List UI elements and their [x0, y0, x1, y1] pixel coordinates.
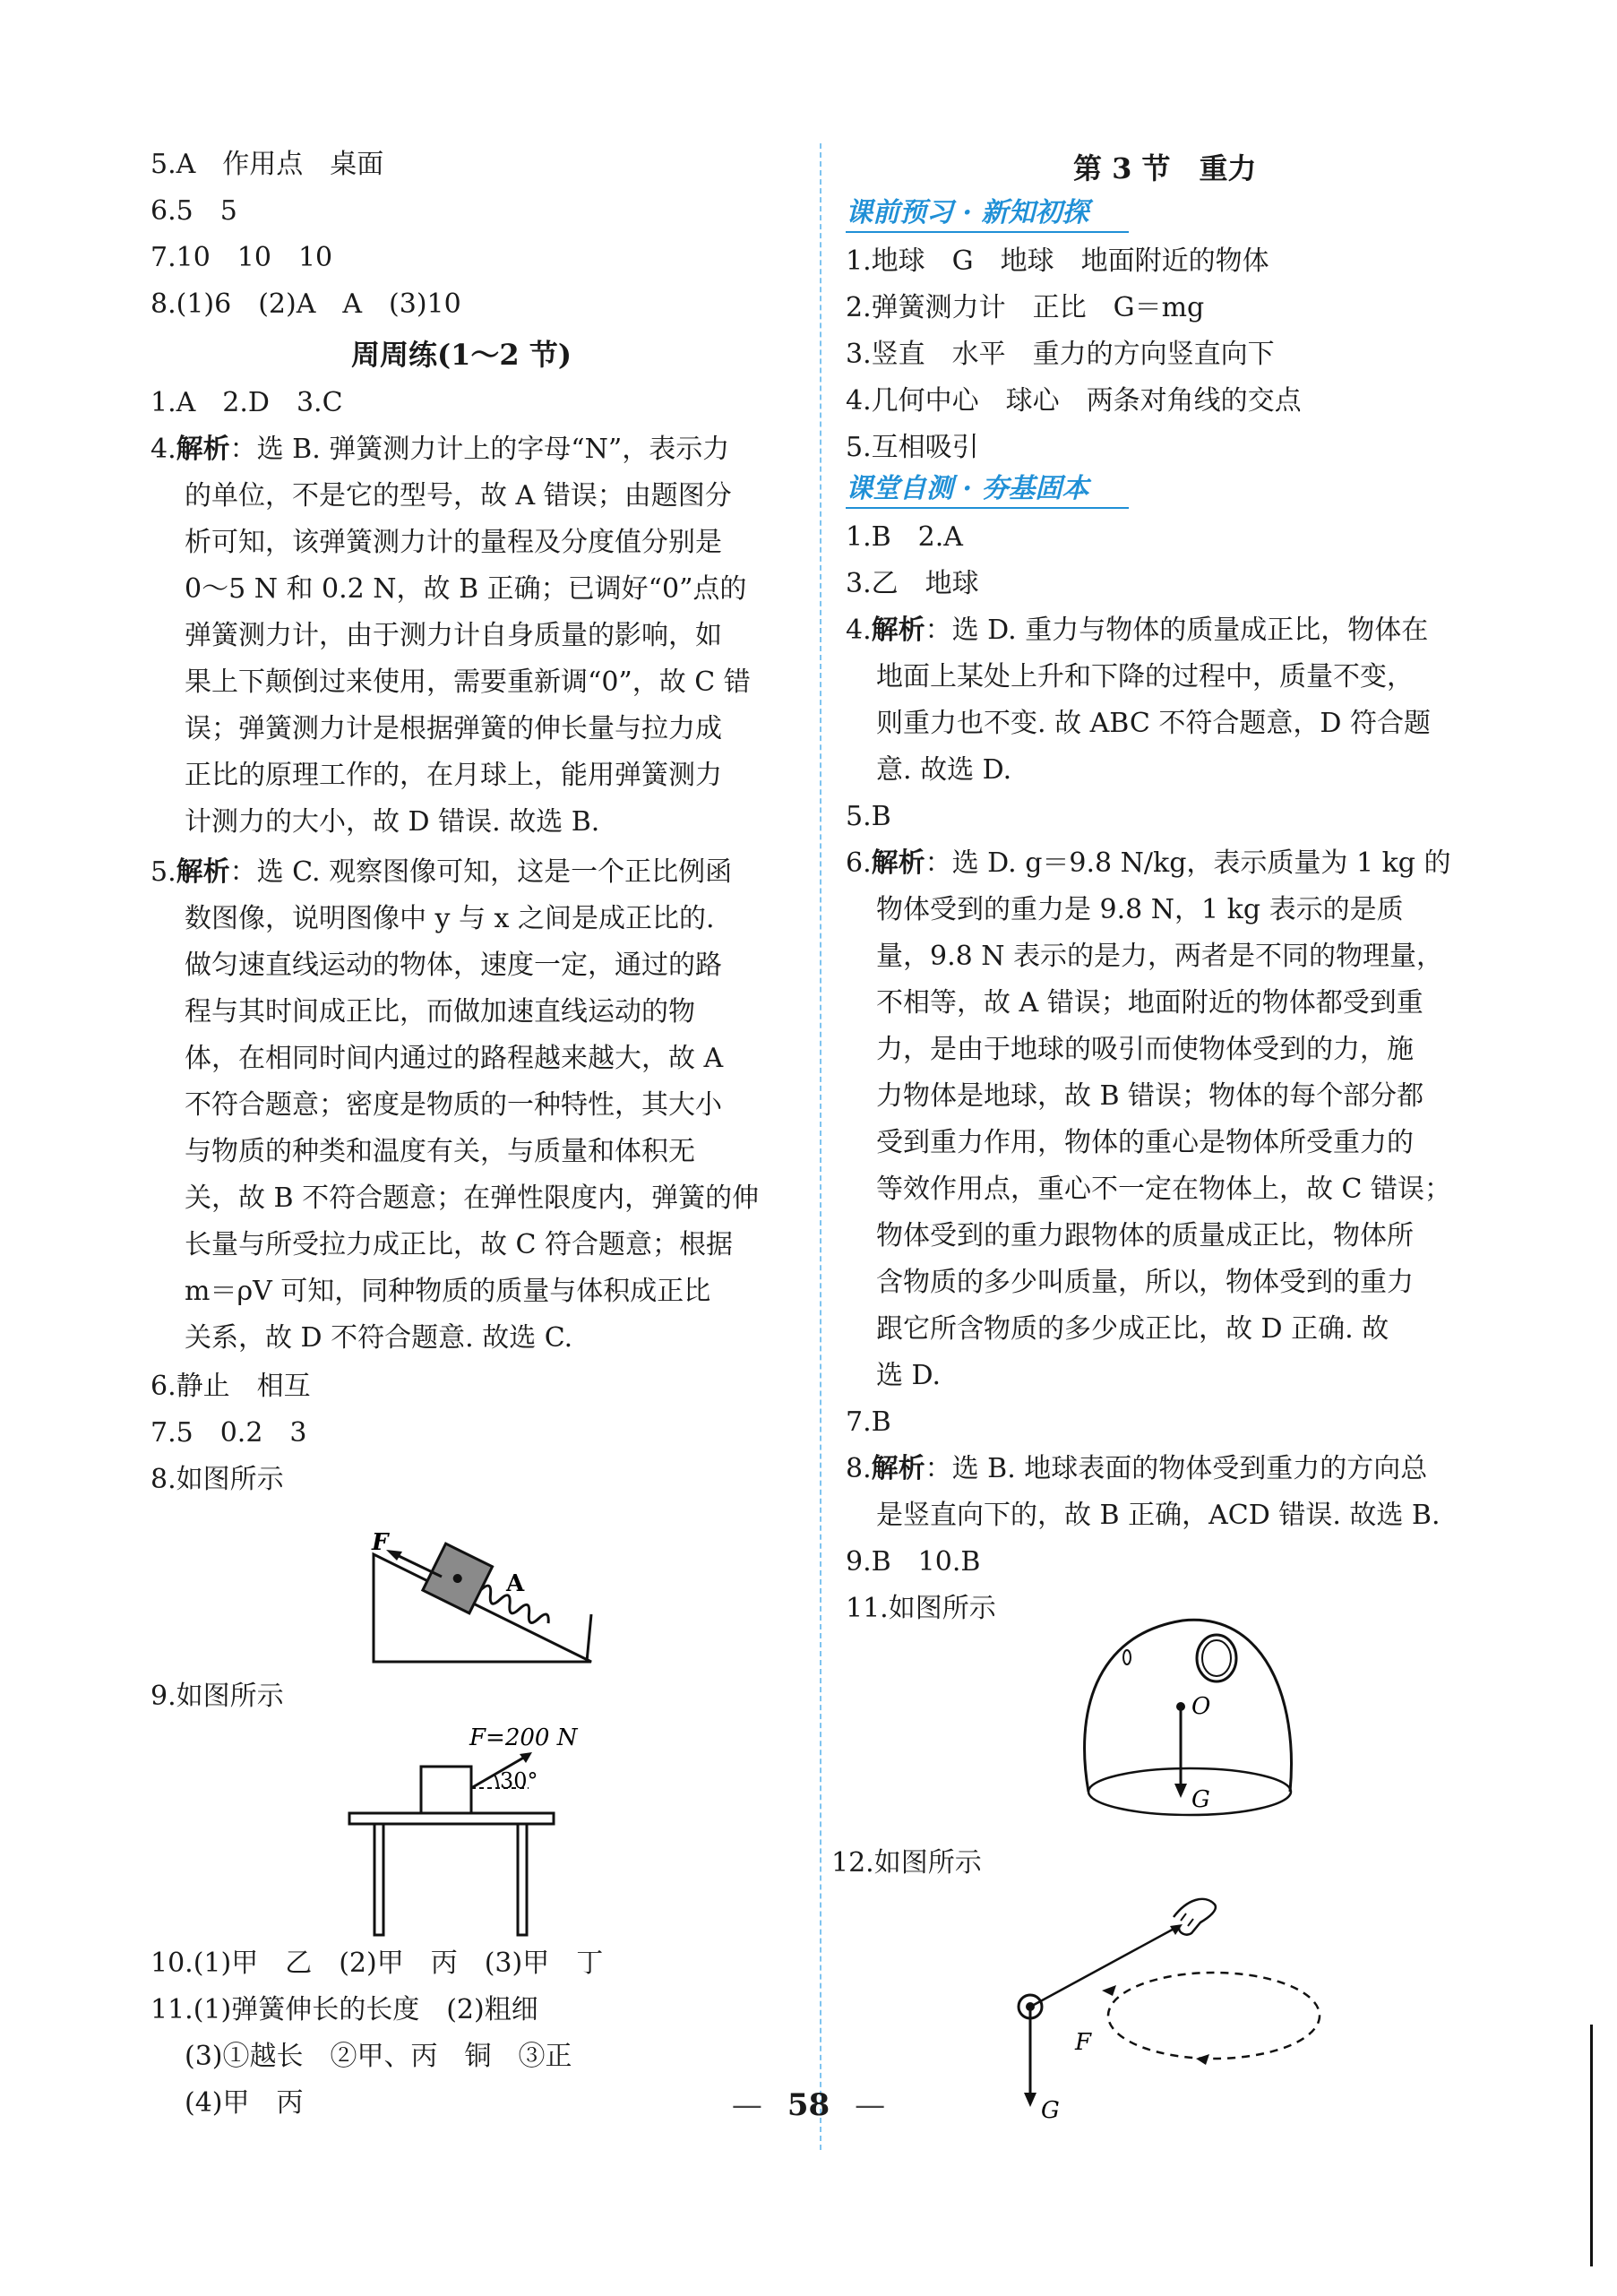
analysis-line: 物体受到的重力是 9.8 N，1 kg 表示的是质 — [876, 894, 1404, 925]
analysis-line: 意. 故选 D. — [876, 754, 1012, 786]
dome-gravity-figure — [1075, 1608, 1308, 1832]
string — [1034, 1926, 1179, 2005]
analysis-line: 关，故 B 不符合题意；在弹性限度内，弹簧的伸 — [185, 1182, 760, 1214]
answer-line: 1.A 2.D 3.C — [151, 387, 343, 418]
answer-line: 7.10 10 10 — [151, 242, 333, 273]
o-label: O — [1191, 1693, 1211, 1720]
answer-line: 1.B 2.A — [846, 521, 963, 553]
answer-line: 5.A 作用点 桌面 — [151, 149, 384, 180]
analysis-line: 物体受到的重力跟物体的质量成正比，物体所 — [876, 1220, 1414, 1251]
page-number: — 58 — — [731, 2087, 886, 2123]
angle-label: 30° — [500, 1768, 538, 1793]
analysis-label: 解析 — [176, 856, 230, 888]
analysis-label: 解析 — [871, 615, 925, 646]
answer-line: 11.如图所示 — [846, 1593, 996, 1624]
analysis-line: 跟它所含物质的多少成正比，故 D 正确. 故 — [876, 1313, 1389, 1345]
heading-underline — [846, 231, 1129, 233]
analysis-line: 程与其时间成正比，而做加速直线运动的物 — [185, 996, 695, 1028]
analysis-line: 则重力也不变. 故 ABC 不符合题意，D 符合题 — [876, 708, 1431, 739]
analysis-line: 析可知，该弹簧测力计的量程及分度值分别是 — [185, 527, 722, 558]
analysis-line: 力，是由于地球的吸引而使物体受到的力，施 — [876, 1034, 1414, 1065]
analysis-line: 受到重力作用，物体的重心是物体所受重力的 — [876, 1127, 1414, 1158]
answer-line: 8.如图所示 — [151, 1464, 284, 1495]
analysis-line: 量，9.8 N 表示的是力，两者是不同的物理量， — [876, 941, 1444, 972]
answer-line: 7.5 0.2 3 — [151, 1417, 307, 1449]
answer-line: (4)甲 丙 — [185, 2087, 304, 2119]
analysis-line: 5.解析：选 C. 观察图像可知，这是一个正比例函 — [151, 856, 733, 888]
answer-line: 6.静止 相互 — [151, 1371, 311, 1402]
analysis-line: 弹簧测力计，由于测力计自身质量的影响，如 — [185, 620, 722, 651]
f-label: F — [1075, 2029, 1092, 2056]
analysis-line: 是竖直向下的，故 B 正确，ACD 错误. 故选 B. — [876, 1500, 1441, 1531]
analysis-line: 与物质的种类和温度有关，与质量和体积无 — [185, 1136, 695, 1167]
analysis-line: 含物质的多少叫质量，所以，物体受到的重力 — [876, 1267, 1414, 1298]
analysis-line: 地面上某处上升和下降的过程中，质量不变， — [876, 661, 1414, 692]
analysis-line: 体，在相同时间内通过的路程越来越大，故 A — [185, 1043, 724, 1074]
answer-line: 9.如图所示 — [151, 1681, 284, 1712]
analysis-line: 力物体是地球，故 B 错误；物体的每个部分都 — [876, 1080, 1424, 1112]
table-leg — [374, 1824, 383, 1935]
analysis-line: m＝ρV 可知，同种物质的质量与体积成正比 — [185, 1276, 711, 1307]
analysis-line: 长量与所受拉力成正比，故 C 符合题意；根据 — [185, 1229, 734, 1260]
analysis-line: 选 D. — [876, 1360, 942, 1391]
answer-line: 9.B 10.B — [846, 1546, 981, 1578]
section-title: 周周练(1～2 节) — [351, 338, 572, 372]
table-force-figure — [340, 1709, 636, 1942]
analysis-line: 0～5 N 和 0.2 N，故 B 正确；已调好“0”点的 — [185, 573, 747, 605]
answer-line: 12.如图所示 — [831, 1847, 982, 1879]
answer-line: 7.B — [846, 1406, 891, 1438]
analysis-line: 做匀速直线运动的物体，速度一定，通过的路 — [185, 950, 722, 981]
path-arrow — [1196, 2054, 1209, 2065]
a-label: A — [506, 1570, 525, 1597]
analysis-line: 4.解析：选 B. 弹簧测力计上的字母“N”，表示力 — [151, 434, 730, 465]
dome-outline — [1085, 1620, 1292, 1792]
answer-line: 3.竖直 水平 重力的方向竖直向下 — [846, 339, 1275, 370]
analysis-line: 果上下颠倒过来使用，需要重新调“0”，故 C 错 — [185, 666, 751, 698]
answer-line: 10.(1)甲 乙 (2)甲 丙 (3)甲 丁 — [151, 1948, 604, 1979]
box — [421, 1767, 471, 1813]
analysis-line: 不符合题意；密度是物质的一种特性，其大小 — [185, 1089, 722, 1121]
analysis-line: 不相等，故 A 错误；地面附近的物体都受到重 — [876, 987, 1423, 1019]
analysis-line: 等效作用点，重心不一定在物体上，故 C 错误； — [876, 1174, 1452, 1205]
column-divider — [820, 143, 821, 2150]
answer-line: 6.5 5 — [151, 195, 237, 227]
wall — [587, 1614, 591, 1662]
analysis-line: 4.解析：选 D. 重力与物体的质量成正比，物体在 — [846, 615, 1429, 646]
small-hole — [1123, 1650, 1131, 1664]
analysis-label: 解析 — [871, 1453, 925, 1484]
analysis-line: 正比的原理工作的，在月球上，能用弹簧测力 — [185, 760, 722, 791]
subsection-heading: 课前预习 · 新知初探 — [846, 197, 1089, 228]
hand — [1174, 1899, 1216, 1935]
analysis-label: 解析 — [176, 434, 230, 465]
incline-spring-figure — [363, 1505, 605, 1671]
answer-line: 1.地球 G 地球 地面附近的物体 — [846, 245, 1269, 277]
binding-edge — [1590, 2025, 1593, 2266]
analysis-line: 计测力的大小，故 D 错误. 故选 B. — [185, 806, 600, 838]
answer-line: 5.互相吸引 — [846, 432, 979, 463]
subsection-heading: 课堂自测 · 夯基固本 — [846, 473, 1089, 504]
f-label: F — [372, 1529, 389, 1556]
answer-line: 4.几何中心 球心 两条对角线的交点 — [846, 385, 1302, 417]
analysis-line: 的单位，不是它的型号，故 A 错误；由题图分 — [185, 480, 732, 512]
heading-underline — [846, 507, 1129, 509]
answer-line: 3.乙 地球 — [846, 568, 979, 599]
answer-line: 11.(1)弹簧伸长的长度 (2)粗细 — [151, 1994, 538, 2025]
arrow-head — [386, 1550, 402, 1561]
table-top — [349, 1813, 554, 1824]
table-leg — [518, 1824, 527, 1935]
circular-path — [1108, 1973, 1320, 2059]
analysis-line: 6.解析：选 D. g＝9.8 N/kg，表示质量为 1 kg 的 — [846, 847, 1451, 879]
answer-line: 5.B — [846, 801, 891, 832]
analysis-label: 解析 — [871, 847, 925, 879]
dome-base — [1088, 1768, 1291, 1815]
analysis-line: 误；弹簧测力计是根据弹簧的伸长量与拉力成 — [185, 713, 722, 744]
g-label: G — [1191, 1786, 1210, 1813]
answer-line: 2.弹簧测力计 正比 G＝mg — [846, 292, 1205, 323]
path-arrow — [1102, 1985, 1116, 1996]
answer-line: (3)①越长 ②甲、丙 铜 ③正 — [185, 2041, 572, 2072]
section-title: 第 3 节 重力 — [1073, 151, 1257, 185]
analysis-line: 数图像，说明图像中 y 与 x 之间是成正比的. — [185, 903, 715, 934]
answer-line: 8.(1)6 (2)A A (3)10 — [151, 288, 461, 320]
force-label: F=200 N — [469, 1724, 578, 1751]
g-label: G — [1041, 2097, 1060, 2123]
analysis-line: 8.解析：选 B. 地球表面的物体受到重力的方向总 — [846, 1453, 1428, 1484]
analysis-line: 关系，故 D 不符合题意. 故选 C. — [185, 1322, 573, 1354]
